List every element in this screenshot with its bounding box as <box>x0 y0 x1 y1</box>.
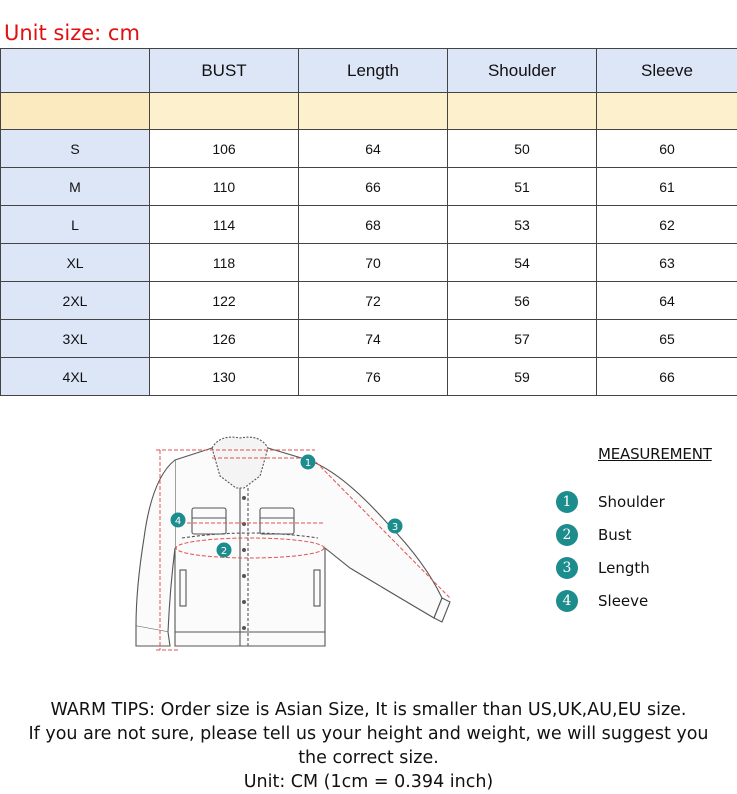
shoulder-cell: 57 <box>448 320 597 358</box>
bust-cell: 122 <box>150 282 299 320</box>
unit-size-title: Unit size: cm <box>4 20 140 46</box>
jacket-outline-icon <box>136 437 450 646</box>
bust-cell: 130 <box>150 358 299 396</box>
header-bust: BUST <box>150 49 299 93</box>
table-row <box>1 244 737 282</box>
tips-line-1: WARM TIPS: Order size is Asian Size, It is smaller than US,UK,AU,EU size. <box>0 698 737 722</box>
length-cell: 70 <box>299 244 448 282</box>
header-length: Length <box>299 49 448 93</box>
length-cell: 76 <box>299 358 448 396</box>
legend-item-length <box>556 551 731 584</box>
size-cell: 3XL <box>1 320 150 358</box>
marker-shoulder: 1 <box>305 458 311 469</box>
number-badge-icon: 3 <box>556 557 578 579</box>
sleeve-cell: 61 <box>597 168 737 206</box>
size-chart-table <box>0 48 737 396</box>
tips-line-3: Unit: CM (1cm = 0.394 inch) <box>0 770 737 794</box>
jacket-measurement-diagram <box>120 428 480 658</box>
sleeve-cell: 65 <box>597 320 737 358</box>
size-cell: 4XL <box>1 358 150 396</box>
header-shoulder: Shoulder <box>448 49 597 93</box>
legend-item-shoulder <box>556 485 731 518</box>
shoulder-cell: 53 <box>448 206 597 244</box>
bust-cell: 126 <box>150 320 299 358</box>
table-row <box>1 206 737 244</box>
table-row <box>1 168 737 206</box>
bust-cell: 118 <box>150 244 299 282</box>
table-row <box>1 320 737 358</box>
length-cell: 64 <box>299 130 448 168</box>
table-row <box>1 282 737 320</box>
length-cell: 68 <box>299 206 448 244</box>
number-badge-icon: 1 <box>556 491 578 513</box>
size-cell: 2XL <box>1 282 150 320</box>
table-row <box>1 358 737 396</box>
shoulder-cell: 51 <box>448 168 597 206</box>
measurement-title: MEASUREMENT <box>598 445 731 463</box>
legend-item-bust <box>556 518 731 551</box>
bust-cell: 114 <box>150 206 299 244</box>
bust-cell: 110 <box>150 168 299 206</box>
shoulder-cell: 50 <box>448 130 597 168</box>
table-row <box>1 130 737 168</box>
length-cell: 74 <box>299 320 448 358</box>
table-band-row <box>1 93 737 130</box>
sleeve-cell: 63 <box>597 244 737 282</box>
legend-item-sleeve <box>556 584 731 617</box>
number-badge-icon: 4 <box>556 590 578 612</box>
shoulder-cell: 54 <box>448 244 597 282</box>
length-cell: 66 <box>299 168 448 206</box>
number-badge-icon: 2 <box>556 524 578 546</box>
sleeve-cell: 64 <box>597 282 737 320</box>
sleeve-cell: 60 <box>597 130 737 168</box>
legend-label: Sleeve <box>598 592 648 610</box>
legend-label: Shoulder <box>598 493 665 511</box>
warm-tips <box>0 698 737 794</box>
legend-label: Length <box>598 559 650 577</box>
sleeve-cell: 66 <box>597 358 737 396</box>
measurement-legend <box>556 445 731 617</box>
header-blank-cell <box>1 49 150 93</box>
size-cell: XL <box>1 244 150 282</box>
sleeve-cell: 62 <box>597 206 737 244</box>
length-cell: 72 <box>299 282 448 320</box>
size-cell: S <box>1 130 150 168</box>
legend-label: Bust <box>598 526 632 544</box>
marker-length: 3 <box>392 522 398 533</box>
marker-bust: 2 <box>221 546 227 557</box>
shoulder-cell: 59 <box>448 358 597 396</box>
size-cell: L <box>1 206 150 244</box>
marker-sleeve: 4 <box>175 516 181 527</box>
header-sleeve: Sleeve <box>597 49 737 93</box>
tips-line-2: If you are not sure, please tell us your height and weight, we will suggest you the correct size. <box>19 722 719 770</box>
size-cell: M <box>1 168 150 206</box>
shoulder-cell: 56 <box>448 282 597 320</box>
table-header-row <box>1 49 737 93</box>
bust-cell: 106 <box>150 130 299 168</box>
